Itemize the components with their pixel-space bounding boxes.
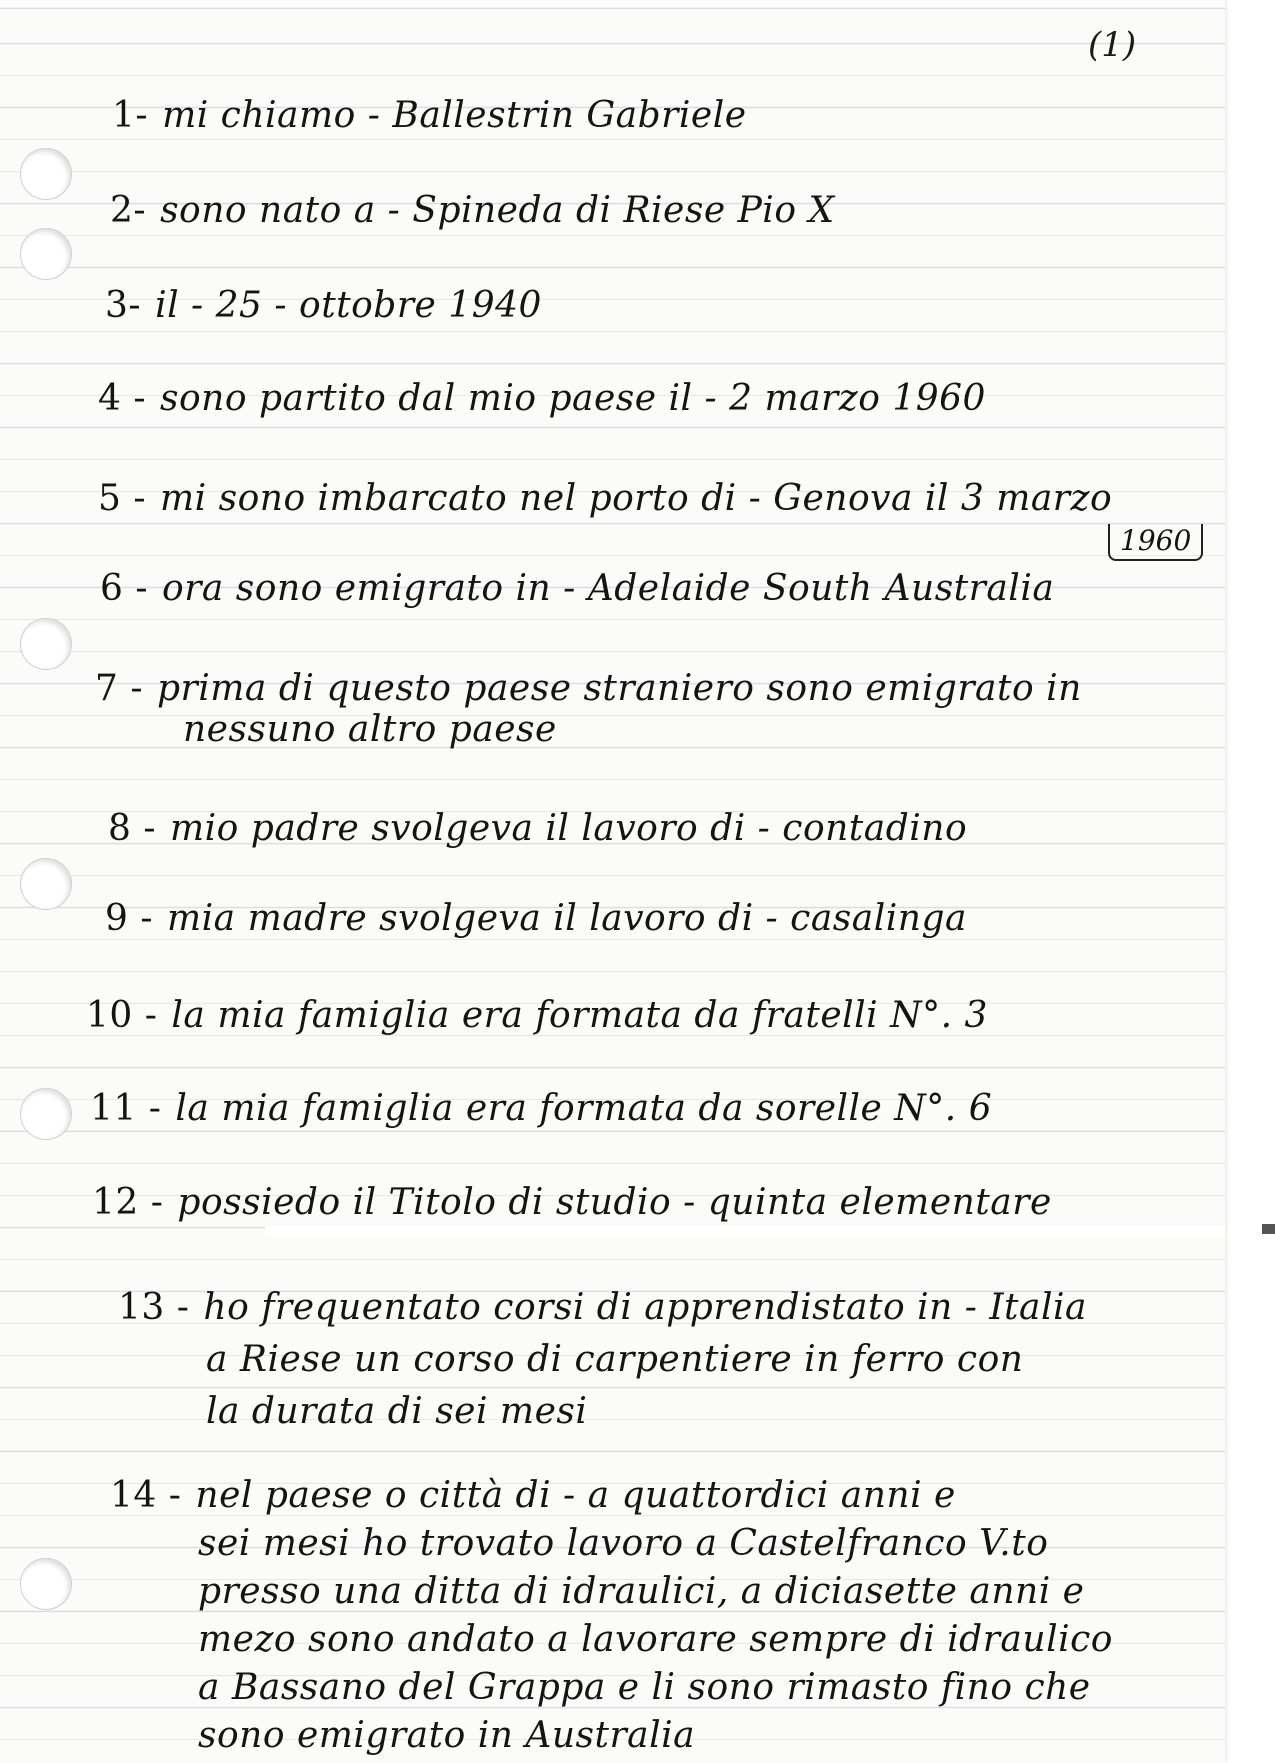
entry-text: la mia famiglia era formata da fratelli N°. 3 bbox=[171, 995, 988, 1036]
entry-number: 13 - bbox=[118, 1287, 190, 1328]
binder-hole bbox=[20, 1558, 72, 1610]
binder-hole bbox=[20, 858, 72, 910]
entry-number: 5 - bbox=[98, 478, 147, 519]
entry-number: 14 - bbox=[110, 1475, 182, 1516]
entry-text: prima di questo paese straniero sono emigrato in bbox=[157, 668, 1082, 709]
entry-10 bbox=[86, 995, 988, 1036]
entry-number: 8 - bbox=[108, 808, 157, 849]
entry-1 bbox=[112, 95, 747, 136]
entry-text: la mia famiglia era formata da sorelle N°. 6 bbox=[175, 1088, 993, 1129]
entry-14 bbox=[110, 1472, 1113, 1760]
entry-continuation: a Bassano del Grappa e li sono rimasto fino che bbox=[198, 1667, 1091, 1708]
entry-5 bbox=[98, 478, 1112, 519]
binder-hole bbox=[20, 228, 72, 280]
entry-text: possiedo il Titolo di studio - quinta elementare bbox=[177, 1182, 1052, 1223]
entry-9 bbox=[105, 898, 967, 939]
entry-text: nel paese o città di - a quattordici anni e bbox=[195, 1475, 956, 1516]
entry-continuation: a Riese un corso di carpentiere in ferro con bbox=[206, 1339, 1024, 1380]
entry-4 bbox=[98, 378, 986, 419]
binder-hole bbox=[20, 1088, 72, 1140]
entry-continuation: mezo sono andato a lavorare sempre di idraulico bbox=[198, 1619, 1113, 1660]
page-number: (1) bbox=[1088, 25, 1137, 65]
entry-continuation: presso una ditta di idraulici, a diciasette anni e bbox=[198, 1571, 1085, 1612]
entry-6 bbox=[100, 568, 1054, 609]
entry-continuation: sono emigrato in Australia bbox=[198, 1715, 696, 1756]
entry-text: mi chiamo - Ballestrin Gabriele bbox=[162, 95, 747, 136]
entry-continuation: sei mesi ho trovato lavoro a Castelfranco V.to bbox=[198, 1523, 1049, 1564]
entry-number: 7 - bbox=[95, 668, 144, 709]
entry-number: 9 - bbox=[105, 898, 154, 939]
entry-12 bbox=[92, 1182, 1052, 1223]
entry-8 bbox=[108, 808, 967, 849]
entry-text: sono partito dal mio paese il - 2 marzo 1960 bbox=[160, 378, 986, 419]
entry-text: sono nato a - Spineda di Riese Pio X bbox=[160, 190, 835, 231]
entry-continuation: la durata di sei mesi bbox=[206, 1391, 588, 1432]
entry-number: 1- bbox=[112, 95, 149, 136]
entry-number: 10 - bbox=[86, 995, 158, 1036]
entry-text: mia madre svolgeva il lavoro di - casalinga bbox=[167, 898, 967, 939]
entry-number: 6 - bbox=[100, 568, 149, 609]
year-note: 1960 bbox=[1108, 524, 1203, 561]
entry-text: mio padre svolgeva il lavoro di - contadino bbox=[170, 808, 968, 849]
entry-2 bbox=[110, 190, 835, 231]
entry-text: ora sono emigrato in - Adelaide South Australia bbox=[162, 568, 1055, 609]
entry-13 bbox=[118, 1282, 1087, 1438]
entry-text: ho frequentato corsi di apprendistato in - Italia bbox=[203, 1287, 1087, 1328]
entry-number: 4 - bbox=[98, 378, 147, 419]
entry-continuation: nessuno altro paese bbox=[183, 709, 557, 750]
entry-number: 12 - bbox=[92, 1182, 164, 1223]
entry-number: 2- bbox=[110, 190, 147, 231]
entry-7 bbox=[95, 668, 1082, 750]
entry-text: il - 25 - ottobre 1940 bbox=[155, 285, 542, 326]
binder-hole bbox=[20, 618, 72, 670]
entry-number: 3- bbox=[105, 285, 142, 326]
scan-tear-line bbox=[265, 1226, 1225, 1236]
entry-number: 11 - bbox=[90, 1088, 162, 1129]
binder-hole bbox=[20, 148, 72, 200]
entry-11 bbox=[90, 1088, 992, 1129]
entry-3 bbox=[105, 285, 542, 326]
edge-mark bbox=[1262, 1224, 1275, 1234]
entry-text: mi sono imbarcato nel porto di - Genova il 3 marzo bbox=[160, 478, 1113, 519]
